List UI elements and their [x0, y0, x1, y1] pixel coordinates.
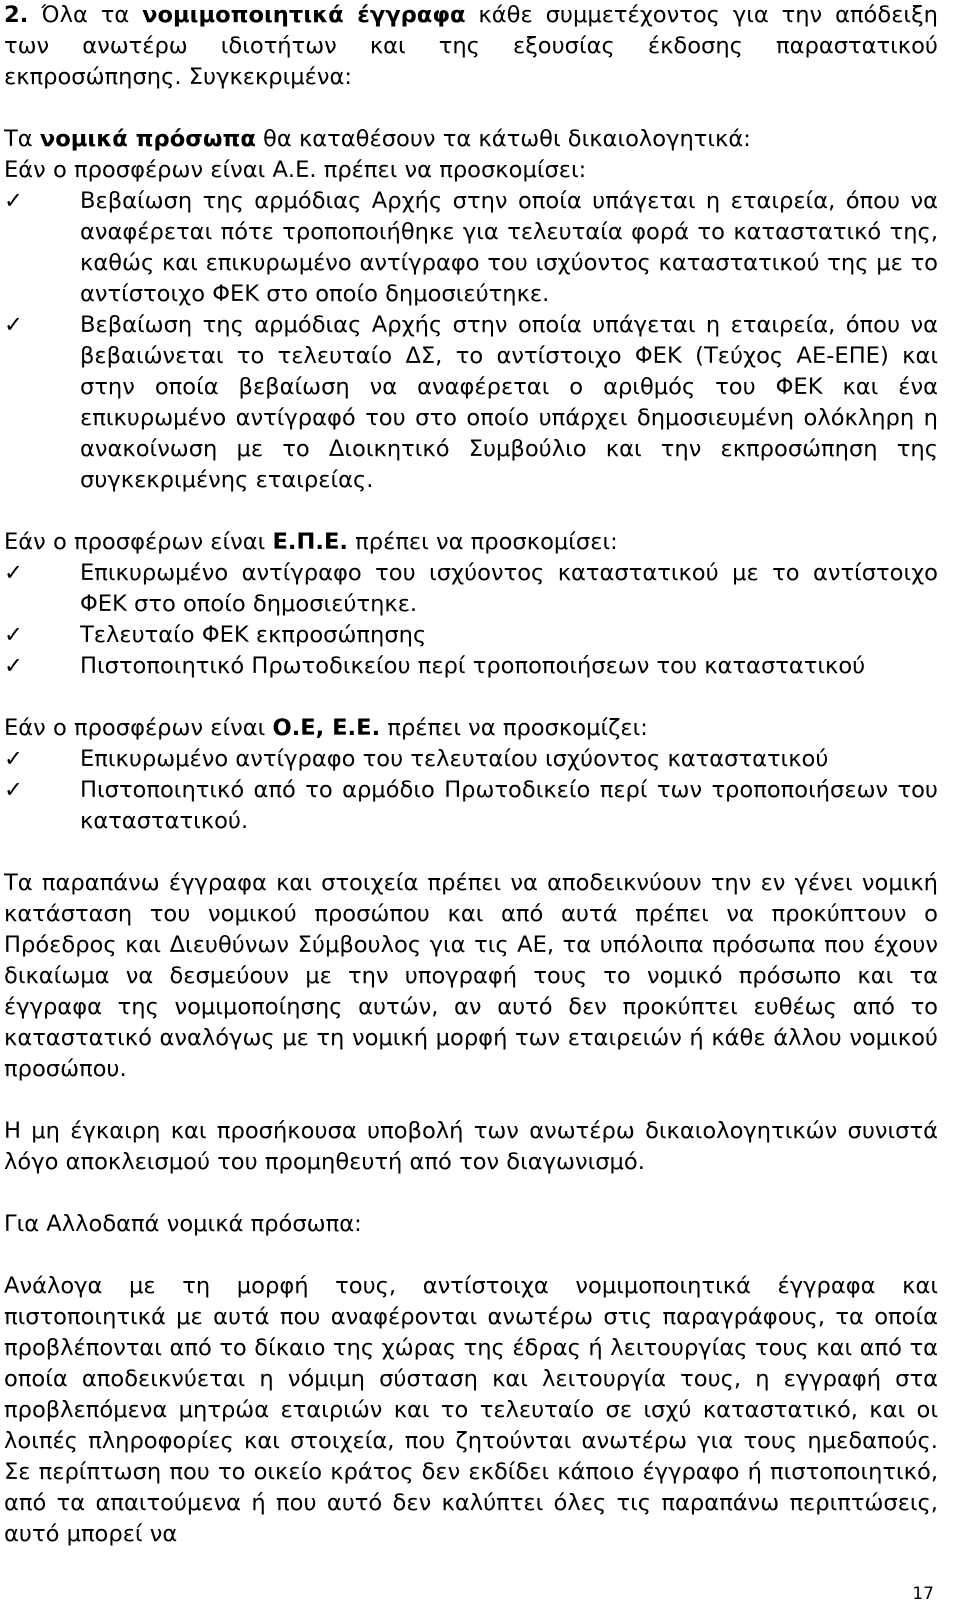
- emphasis-legitimation-documents: νομιμοποιητικά έγγραφα: [142, 2, 466, 28]
- list-item: ✓ Πιστοποιητικό από το αρμόδιο Πρωτοδικείο περί των τροποποιήσεων του καταστατικού.: [4, 777, 938, 834]
- epe-requirements-intro: Εάν ο προσφέρων είναι Ε.Π.Ε. πρέπει να προσκομίσει:: [4, 529, 618, 555]
- check-icon: ✓: [4, 777, 23, 803]
- oe-requirements-intro: Εάν ο προσφέρων είναι Ο.Ε, Ε.Ε. πρέπει να προσκομίζει:: [4, 715, 648, 741]
- check-icon: ✓: [4, 746, 23, 772]
- ae-requirements-list: [4, 186, 938, 496]
- foreign-legal-persons-paragraph: Ανάλογα με τη μορφή τους, αντίστοιχα νομιμοποιητικά έγγραφα και πιστοποιητικά με αυτά που αναφέρονται ανωτέρω στις παραγράφους, τα οποία προβλέπονται από το δίκαιο της χώρας της έδρας ή λειτουργίας τους και από τα οποία αποδεικνύεται η νόμιμη σύσταση και λειτουργία τους, η εγγραφή στα προβλεπόμενα μητρώα εταιριών και το τελευταίο σε ισχύ καταστατικό, και οι λοιπές πληροφορίες και στοιχεία, που ζητούνται ανωτέρω για τους ημεδαπούς. Σε περίπτωση που το οικείο κράτος δεν εκδίδει κάποιο έγγραφο ή πιστοποιητικό, από τα απαιτούμενα ή που αυτό δεν καλύπτει όλες τις παραπάνω περιπτώσεις, αυτό μπορεί να: [4, 1273, 938, 1547]
- oe-requirements-list: [4, 744, 938, 837]
- list-item: ✓ Επικυρωμένο αντίγραφο του ισχύοντος καταστατικού με το αντίστοιχο ΦΕΚ στο οποίο δημοσιεύτηκε.: [4, 560, 938, 617]
- emphasis-oe-ee: Ο.Ε, Ε.Ε.: [272, 715, 381, 741]
- list-item: ✓ Επικυρωμένο αντίγραφο του τελευταίου ισχύοντος καταστατικού: [4, 744, 938, 775]
- check-icon: ✓: [4, 653, 23, 679]
- section-heading-paragraph: 2. Όλα τα νομιμοποιητικά έγγραφα κάθε συμμετέχοντος για την απόδειξη των ανωτέρω ιδιοτήτων και της εξουσίας έκδοσης παραστατικού εκπροσώπησης. Συγκεκριμένα:: [4, 2, 938, 90]
- foreign-legal-persons-heading: Για Αλλοδαπά νομικά πρόσωπα:: [4, 1211, 362, 1237]
- check-icon: ✓: [4, 312, 23, 338]
- document-page: [4, 0, 938, 1550]
- legal-persons-intro: Τα νομικά πρόσωπα θα καταθέσουν τα κάτωθι δικαιολογητικά:: [4, 126, 751, 152]
- legal-status-paragraph: Τα παραπάνω έγγραφα και στοιχεία πρέπει να αποδεικνύουν την εν γένει νομική κατάσταση του νομικού προσώπου και από αυτά πρέπει να προκύπτουν ο Πρόεδρος και Διευθύνων Σύμβουλος για τις ΑΕ, τα υπόλοιπα πρόσωπα που έχουν δικαίωμα να δεσμεύουν με την υπογραφή τους το νομικό πρόσωπο και τα έγγραφα της νομιμοποίησης αυτών, αν αυτό δεν προκύπτει ευθέως από το καταστατικό αναλόγως με τη νομική μορφή των εταιρειών ή κάθε άλλου νομικού προσώπου.: [4, 870, 938, 1082]
- emphasis-epe: Ε.Π.Ε.: [272, 529, 348, 555]
- page-number: 17: [912, 1584, 934, 1604]
- check-icon: ✓: [4, 188, 23, 214]
- list-item: ✓ Πιστοποιητικό Πρωτοδικείου περί τροποποιήσεων του καταστατικού: [4, 651, 938, 682]
- emphasis-legal-persons: νομικά πρόσωπα: [39, 126, 256, 152]
- exclusion-paragraph: Η μη έγκαιρη και προσήκουσα υποβολή των ανωτέρω δικαιολογητικών συνιστά λόγο αποκλεισμού του προμηθευτή από τον διαγωνισμό.: [4, 1118, 938, 1175]
- check-icon: ✓: [4, 622, 23, 648]
- section-number: 2.: [4, 2, 29, 28]
- epe-requirements-list: [4, 558, 938, 682]
- list-item: ✓ Βεβαίωση της αρμόδιας Αρχής στην οποία υπάγεται η εταιρεία, όπου να βεβαιώνεται το τελευταίο ΔΣ, το αντίστοιχο ΦΕΚ (Τεύχος ΑΕ-ΕΠΕ) και στην οποία βεβαίωση να αναφέρεται ο αριθμός του ΦΕΚ και ένα επικυρωμένο αντίγραφό του στο οποίο υπάρχει δημοσιευμένη ολόκληρη η ανακοίνωση με το Διοικητικό Συμβούλιο και την εκπροσώπηση της συγκεκριμένης εταιρείας.: [4, 312, 938, 493]
- list-item: ✓ Τελευταίο ΦΕΚ εκπροσώπησης: [4, 620, 938, 651]
- ae-requirements-intro: Εάν ο προσφέρων είναι Α.Ε. πρέπει να προσκομίσει:: [4, 157, 587, 183]
- check-icon: ✓: [4, 560, 23, 586]
- list-item: ✓ Βεβαίωση της αρμόδιας Αρχής στην οποία υπάγεται η εταιρεία, όπου να αναφέρεται πότε τροποποιήθηκε για τελευταία φορά το καταστατικό της, καθώς και επικυρωμένο αντίγραφο του ισχύοντος καταστατικού της με το αντίστοιχο ΦΕΚ στο οποίο δημοσιεύτηκε.: [4, 188, 938, 307]
